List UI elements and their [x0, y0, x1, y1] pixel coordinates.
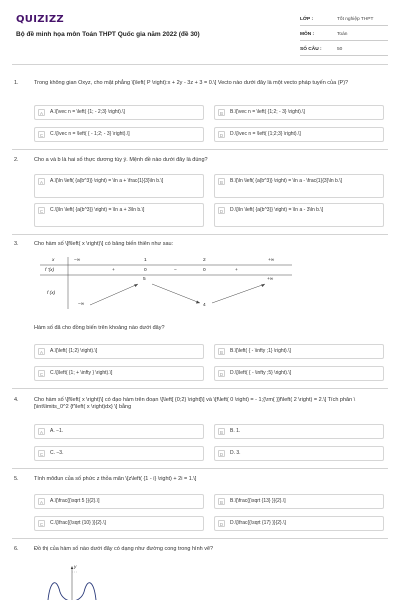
sign: − [174, 268, 177, 273]
option-text: D. 3. [230, 450, 241, 456]
option-text: A. −1. [50, 428, 64, 434]
option-letter: C [39, 522, 44, 527]
option-text: B.\[\left( { - \infty ;1} \right).\] [230, 348, 291, 354]
option-letter: D [219, 209, 224, 214]
option-a[interactable] [34, 105, 204, 120]
quizizz-logo: QUIZIZZ [16, 14, 64, 25]
option-letter: B [219, 350, 223, 355]
sign: 0 [144, 268, 147, 273]
meta-value: Tốt nghiệp THPT [337, 17, 374, 22]
divider [12, 538, 388, 539]
option-b[interactable] [214, 494, 384, 509]
meta-row-subject [300, 30, 388, 41]
option-c[interactable] [34, 516, 204, 531]
option-letter: A [39, 180, 43, 185]
question-number: 5. [14, 476, 19, 482]
sign: 0 [203, 268, 206, 273]
option-letter: B [219, 111, 223, 116]
option-letter: C [39, 372, 44, 377]
option-b[interactable] [214, 424, 384, 439]
question-text: Tính môđun của số phức z thỏa mãn \[z\left( {1 - i} \right) + 2i = 1.\] [34, 476, 197, 482]
meta-value: Toán [337, 32, 348, 37]
option-text: A.\[\vec n = \left( {1; - 2;3} \right).\] [50, 109, 125, 115]
f-value: 5 [143, 277, 146, 282]
option-text: D.\[\ln \left( {a{b^3}} \right) = \ln a - 3\ln b.\] [230, 207, 324, 213]
option-b[interactable] [214, 174, 384, 198]
option-a[interactable] [34, 174, 204, 198]
option-b[interactable] [214, 344, 384, 359]
option-text: B.\[\ln \left( {a{b^3}} \right) = \ln a - \frac{1}{3}\ln b.\] [230, 178, 342, 184]
option-letter: D [219, 522, 224, 527]
option-d[interactable] [214, 127, 384, 142]
x-value: 1 [144, 258, 147, 263]
option-text: C. −3. [50, 450, 64, 456]
option-d[interactable] [214, 366, 384, 381]
graph-y-label: y [74, 565, 77, 570]
option-d[interactable] [214, 516, 384, 531]
divider [12, 64, 388, 65]
question-number: 4. [14, 397, 19, 403]
divider [12, 468, 388, 469]
curve-graph-svg [42, 562, 102, 600]
question-text-continued: Hàm số đã cho đồng biến trên khoảng nào dưới đây? [34, 325, 165, 331]
option-a[interactable] [34, 344, 204, 359]
option-a[interactable] [34, 494, 204, 509]
divider [12, 234, 388, 235]
meta-key: MÔN : [300, 32, 315, 37]
option-text: A.\[\frac{{\sqrt 5 }}{2}.\] [50, 498, 100, 504]
f-value: 4 [203, 303, 206, 308]
option-letter: A [39, 111, 43, 116]
question-number: 2. [14, 157, 19, 163]
option-letter: A [39, 430, 43, 435]
option-text: D.\[\vec n = \left( {1;2;3} \right).\] [230, 131, 301, 137]
option-letter: C [39, 452, 44, 457]
option-text: A.\[\ln \left( {a{b^3}} \right) = \ln a + \frac{1}{3}\ln b.\] [50, 178, 164, 184]
meta-info [300, 15, 388, 60]
question-text: Cho a và b là hai số thực dương tùy ý. Mệnh đề nào dưới đây là đúng? [34, 157, 208, 163]
meta-key: SỐ CÂU : [300, 47, 322, 52]
option-text: C.\[\vec n = \left( { - 1;2; - 3} \right).\] [50, 131, 130, 137]
document-title: Bộ đề minh họa môn Toán THPT Quốc gia năm 2022 (đề 30) [16, 31, 200, 38]
option-c[interactable] [34, 366, 204, 381]
option-text: B.\[\frac{{\sqrt {13} }}{2}.\] [230, 498, 286, 504]
question-text: Trong không gian Oxyz, cho mặt phẳng \[\left( P \right):x + 2y - 3z + 3 = 0.\] Vecto nào dưới đây là một vecto pháp tuyến của (P)? [34, 80, 349, 86]
option-letter: B [219, 430, 223, 435]
option-text: D.\[\frac{{\sqrt {17} }}{2}.\] [230, 520, 286, 526]
option-text: C.\[\left( {1; + \infty } \right).\] [50, 370, 113, 376]
option-d[interactable] [214, 446, 384, 461]
question-text: Cho hàm số \[f\left( x \right)\] có đạo hàm trên đoạn \[\left[ {0;2} \right]\] và \[f\left( 0 \right) = - 1;{\rm{ }}f\left( 2 \right) = 2.\] Tích phân \[\int\limits_0^2 {f'\left( x \right)dx} \] bằng [34, 397, 356, 410]
option-d[interactable] [214, 203, 384, 227]
option-letter: A [39, 350, 43, 355]
option-letter: D [219, 133, 224, 138]
option-a[interactable] [34, 424, 204, 439]
table-label-fprime: f '(x) [45, 268, 55, 273]
option-text: A.\[\left( {1;2} \right).\] [50, 348, 98, 354]
meta-value: 50 [337, 47, 343, 52]
option-c[interactable] [34, 127, 204, 142]
divider [12, 388, 388, 389]
option-letter: B [219, 180, 223, 185]
x-value: −∞ [74, 258, 81, 263]
meta-row-grade [300, 15, 388, 26]
option-c[interactable] [34, 203, 204, 227]
x-value: +∞ [268, 258, 275, 263]
divider [12, 149, 388, 150]
table-label-x: x [52, 258, 55, 263]
variation-table [40, 257, 292, 309]
option-c[interactable] [34, 446, 204, 461]
question-text: Cho hàm số \[f\left( x \right)\] có bảng biến thiên như sau: [34, 241, 174, 247]
option-text: B.\[\vec n = \left( {1;2; - 3} \right).\] [230, 109, 305, 115]
option-letter: C [39, 209, 44, 214]
curve-graph [42, 562, 102, 600]
meta-key: LỚP : [300, 17, 314, 22]
question-number: 1. [14, 80, 19, 86]
option-letter: A [39, 500, 43, 505]
f-value: −∞ [78, 302, 85, 307]
sign: + [235, 268, 238, 273]
option-text: C.\[\frac{{\sqrt {10} }}{2}.\] [50, 520, 106, 526]
table-label-f: f (x) [47, 291, 56, 296]
option-letter: D [219, 372, 224, 377]
x-value: 2 [203, 258, 206, 263]
question-number: 3. [14, 241, 19, 247]
page-header [0, 0, 400, 62]
option-letter: C [39, 133, 44, 138]
option-text: C.\[\ln \left( {a{b^3}} \right) = \ln a + 3\ln b.\] [50, 207, 145, 213]
f-value: +∞ [267, 277, 274, 282]
question-number: 6. [14, 546, 19, 552]
option-b[interactable] [214, 105, 384, 120]
meta-row-count [300, 45, 388, 56]
option-text: B. 1. [230, 428, 241, 434]
option-letter: B [219, 500, 223, 505]
option-letter: D [219, 452, 224, 457]
question-text: Đồ thị của hàm số nào dưới đây có dạng như đường cong trong hình vẽ? [34, 546, 214, 552]
option-text: D.\[\left( { - \infty ;5} \right).\] [230, 370, 292, 376]
sign: + [112, 268, 115, 273]
